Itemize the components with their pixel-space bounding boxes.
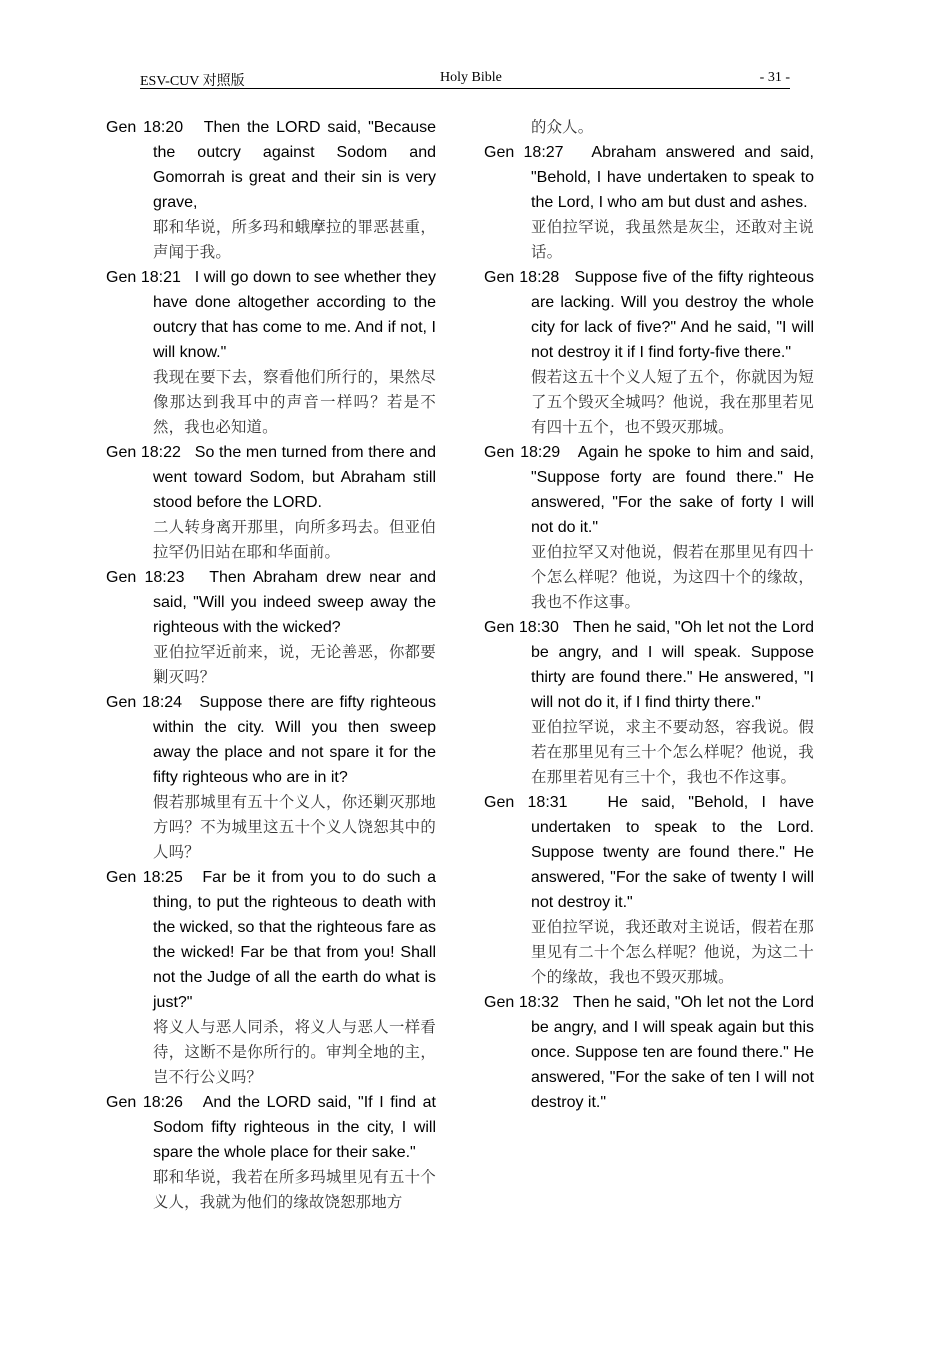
verse-block	[106, 690, 436, 865]
verse-english-text: And the LORD said, "If I find at Sodom fifty righteous in the city, I will spare the whole place for their sake."	[153, 1094, 436, 1161]
verse-english-text: Suppose there are fifty righteous within the city. Will you then sweep away the place and not spare it for the fifty righteous who are in it?	[153, 694, 436, 786]
verse-block	[484, 990, 814, 1115]
verse-reference: Gen 18:28	[484, 269, 560, 286]
verse-block	[106, 265, 436, 440]
verse-chinese: 亚伯拉罕说，求主不要动怒，容我说。假若在那里见有三十个怎么样呢？他说，我在那里若见有三十个，我也不作这事。	[531, 718, 814, 786]
verse-chinese: 亚伯拉罕说，我还敢对主说话，假若在那里见有二十个怎么样呢？他说，为这二十个的缘故，我也不毁灭那城。	[531, 918, 814, 986]
verse-reference: Gen 18:27	[484, 144, 564, 161]
verse-block	[106, 865, 436, 1090]
verse-english	[484, 440, 814, 540]
verse-english	[106, 440, 436, 515]
header-edition: ESV-CUV 对照版	[140, 74, 245, 89]
verse-english	[106, 565, 436, 640]
right-column	[484, 115, 814, 1115]
verse-reference: Gen 18:26	[106, 1094, 183, 1111]
verse-chinese: 亚伯拉罕近前来，说，无论善恶，你都要剿灭吗？	[153, 643, 436, 686]
verse-block	[106, 440, 436, 565]
verse-english	[484, 615, 814, 715]
left-column	[106, 115, 436, 1215]
verse-reference: Gen 18:29	[484, 444, 561, 461]
verse-block	[106, 1090, 436, 1215]
verse-block	[484, 440, 814, 615]
verse-english	[484, 790, 814, 915]
verse-english-text: Then he said, "Oh let not the Lord be angry, and I will speak again but this once. Suppose ten are found there." He answered, "For the sake of ten I will not destroy it."	[531, 994, 814, 1111]
verse-chinese: 假若那城里有五十个义人，你还剿灭那地方吗？不为城里这五十个义人饶恕其中的人吗？	[153, 793, 436, 861]
verse-english-text: He said, "Behold, I have undertaken to speak to the Lord. Suppose twenty are found there." He answered, "For the sake of twenty I will not destroy it."	[531, 794, 814, 911]
verse-chinese: 二人转身离开那里，向所多玛去。但亚伯拉罕仍旧站在耶和华面前。	[153, 518, 436, 561]
verse-block	[106, 565, 436, 690]
verse-block	[106, 115, 436, 265]
verse-chinese: 亚伯拉罕说，我虽然是灰尘，还敢对主说话。	[531, 218, 814, 261]
verse-reference: Gen 18:22	[106, 444, 181, 461]
verse-english	[484, 140, 814, 215]
verse-english	[106, 1090, 436, 1165]
verse-english	[106, 865, 436, 1015]
verse-english	[484, 990, 814, 1115]
verse-reference: Gen 18:24	[106, 694, 183, 711]
verse-english-text: Then he said, "Oh let not the Lord be angry, and I will speak. Suppose thirty are found there." He answered, "I will not do it, if I find thirty there."	[531, 619, 814, 711]
verse-reference: Gen 18:30	[484, 619, 559, 636]
verse-english-text: So the men turned from there and went toward Sodom, but Abraham still stood before the LORD.	[153, 444, 436, 511]
verse-reference: Gen 18:32	[484, 994, 559, 1011]
verse-english-text: Then Abraham drew near and said, "Will you indeed sweep away the righteous with the wicked?	[153, 569, 437, 636]
verse-reference: Gen 18:25	[106, 869, 183, 886]
verse-english	[106, 690, 436, 790]
verse-english-text: Then the LORD said, "Because the outcry against Sodom and Gomorrah is great and their sin is very grave,	[153, 119, 437, 211]
verse-continuation: 的众人。	[531, 118, 594, 136]
verse-block	[484, 790, 814, 990]
verse-block	[484, 140, 814, 265]
verse-reference: Gen 18:21	[106, 269, 181, 286]
page-number: - 31 -	[759, 70, 790, 85]
verse-english-text: Far be it from you to do such a thing, to put the righteous to death with the wicked, so that the righteous fare as the wicked! Far be that from you! Shall not the Judge of all the earth do what is just?"	[153, 869, 436, 1011]
verse-reference: Gen 18:31	[484, 794, 568, 811]
verse-block	[484, 265, 814, 440]
verse-chinese: 耶和华说，所多玛和蛾摩拉的罪恶甚重，声闻于我。	[153, 218, 436, 261]
verse-chinese: 亚伯拉罕又对他说，假若在那里见有四十个怎么样呢？他说，为这四十个的缘故，我也不作这事。	[531, 543, 814, 611]
verse-block	[484, 615, 814, 790]
verse-english	[106, 115, 436, 215]
page-header	[140, 68, 790, 89]
verse-english-text: Suppose five of the fifty righteous are lacking. Will you destroy the whole city for lack of five?" And he said, "I will not destroy it if I find forty-five there."	[531, 269, 814, 361]
header-title: Holy Bible	[440, 70, 502, 85]
verse-reference: Gen 18:20	[106, 119, 184, 136]
verse-english-text: Again he spoke to him and said, "Suppose forty are found there." He answered, "For the sake of forty I will not do it."	[531, 444, 814, 536]
verse-chinese: 假若这五十个义人短了五个，你就因为短了五个毁灭全城吗？他说，我在那里若见有四十五个，也不毁灭那城。	[531, 368, 814, 436]
verse-english	[484, 265, 814, 365]
verse-english-text: Abraham answered and said, "Behold, I have undertaken to speak to the Lord, I who am but dust and ashes.	[531, 144, 814, 211]
verse-chinese: 耶和华说，我若在所多玛城里见有五十个义人，我就为他们的缘故饶恕那地方	[153, 1168, 436, 1211]
verse-chinese: 将义人与恶人同杀，将义人与恶人一样看待，这断不是你所行的。审判全地的主，岂不行公义吗？	[153, 1018, 436, 1086]
verse-reference: Gen 18:23	[106, 569, 185, 586]
verse-english-text: I will go down to see whether they have done altogether according to the outcry that has come to me. And if not, I will know."	[153, 269, 436, 361]
verse-english	[106, 265, 436, 365]
verse-chinese: 我现在要下去，察看他们所行的，果然尽像那达到我耳中的声音一样吗？若是不然，我也必知道。	[153, 368, 436, 436]
